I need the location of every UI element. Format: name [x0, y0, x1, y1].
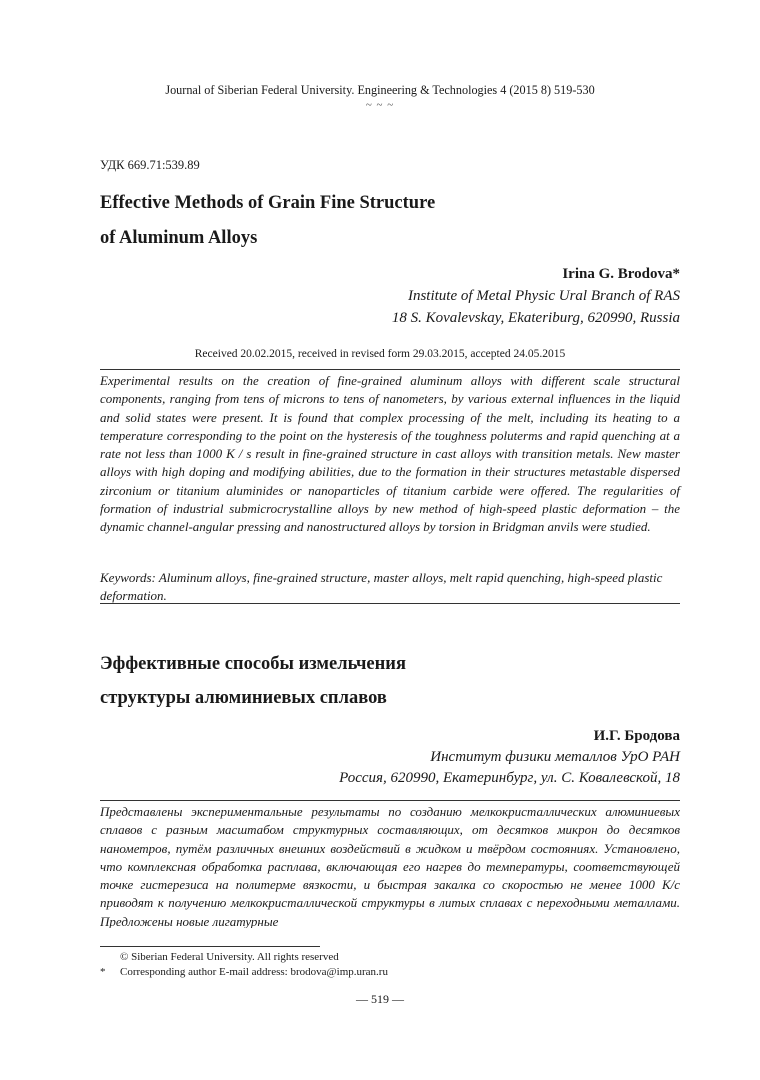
russian-affiliation-line-1: Институт физики металлов УрО РАН: [430, 749, 680, 765]
english-affiliation-line-1: Institute of Metal Physic Ural Branch of RAS: [407, 288, 680, 304]
russian-title-line-2: структуры алюминиевых сплавов: [100, 688, 387, 708]
asterisk-mark: *: [100, 966, 106, 978]
russian-abstract: Представлены экспериментальные результаты по созданию мелкокристаллических алюминиевых сплавов с разным масштабом структурных составляющих, от десятков микрон до десятков нанометров, путём различных внешних воздействий в жидком и твёрдом состояниях. Установлено, что комплексная обработка расплава, включающая его нагрев до температуры, соответствующей точке гистерезиса на политерме вязкости, и быстрая закалка со скоростью не менее 1000 К/с приводят к получению мелкокристаллической структуры в литых сплавах с переходными металлами. Предложены новые лигатурные: [100, 804, 680, 928]
received-dates: Received 20.02.2015, received in revised form 29.03.2015, accepted 24.05.2015: [194, 348, 566, 360]
header-ornament: ~ ~ ~: [365, 99, 395, 111]
corresponding-author-email[interactable]: Corresponding author E-mail address: brodova@imp.uran.ru: [120, 966, 388, 978]
udk-code: УДК 669.71:539.89: [100, 158, 200, 172]
footnote-rule: [100, 946, 320, 947]
english-author: Irina G. Brodova*: [562, 266, 680, 282]
abstract-bottom-rule: [100, 603, 680, 604]
russian-author: И.Г. Бродова: [593, 728, 680, 744]
english-title-line-1: Effective Methods of Grain Fine Structure: [100, 193, 436, 213]
english-title-line-2: of Aluminum Alloys: [100, 228, 258, 248]
journal-header: Journal of Siberian Federal University. Engineering & Technologies 4 (2015 8) 519-530: [165, 83, 595, 97]
english-keywords: Keywords: Aluminum alloys, fine-grained structure, master alloys, melt rapid quenching, high-speed plastic deformation.: [100, 570, 663, 603]
page-number: — 519 —: [356, 992, 404, 1006]
copyright-footnote: [100, 951, 339, 963]
english-abstract: Experimental results on the creation of fine-grained aluminum alloys with different scale structural components, ranging from tens of microns to tens of nanometers, by various external influences in the liquid and solid states were present. It is found that complex processing of the melt, including its heating to a temperature corresponding to the point on the hysteresis of the toughness poluterms and rapid quenching at a rate not less than 1000 K / s result in fine-grained structure in cast alloys with transition metals. New master alloys with high doping and modifying abilities, due to the formation in their structures metastable dispersed zirconium or titanium aluminides or nanoparticles of titanium carbide were offered. The regularities of formation of industrial submicrocrystalline alloys by new method of high-speed plastic deformation – the dynamic channel-angular pressing and nanostructured alloys by torsion in Bridgman anvils were studied.: [100, 373, 680, 535]
russian-abstract-rule: [100, 800, 680, 801]
abstract-top-rule: [100, 369, 680, 370]
english-affiliation-line-2: 18 S. Kovalevskay, Ekateriburg, 620990, Russia: [391, 310, 680, 326]
russian-affiliation-line-2: Россия, 620990, Екатеринбург, ул. С. Ковалевской, 18: [339, 770, 680, 786]
copyright-text: © Siberian Federal University. All rights reserved: [120, 951, 339, 963]
russian-title-line-1: Эффективные способы измельчения: [100, 654, 406, 674]
corresponding-author-footnote: [100, 966, 388, 978]
